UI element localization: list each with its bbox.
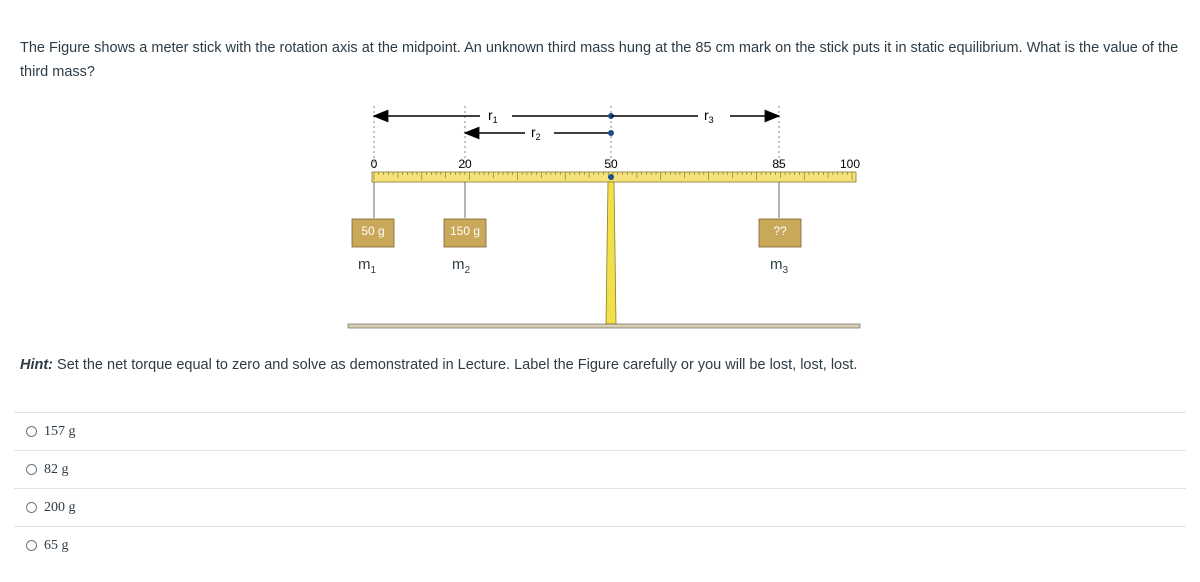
- question-text: The Figure shows a meter stick with the rotation axis at the midpoint. An unknown third mass hung at the 85 cm mark on the stick puts it in static equilibrium. What is the value of the third mass?: [20, 40, 1179, 80]
- r2-label: $r_2$: [531, 124, 541, 142]
- meter-stick-figure: [340, 96, 870, 336]
- answer-option-2[interactable]: [14, 450, 1186, 488]
- answer-option-3[interactable]: [14, 488, 1186, 526]
- answer-label: 157 g: [44, 423, 76, 439]
- r1-label: $r_1$: [488, 107, 498, 125]
- answer-option-1[interactable]: [14, 412, 1186, 450]
- radio-icon[interactable]: [26, 540, 37, 551]
- answer-label: 65 g: [44, 537, 69, 553]
- mass-m2-value: 150 g: [449, 224, 481, 238]
- ruler-mark-20: 20: [458, 157, 472, 171]
- strings: [374, 182, 779, 218]
- answer-label: 200 g: [44, 499, 76, 515]
- mass-m3-value: ??: [773, 224, 787, 238]
- answer-list: [14, 412, 1186, 564]
- answer-option-4[interactable]: [14, 526, 1186, 564]
- ruler-mark-50: 50: [604, 157, 618, 171]
- mass-m1-value: 50 g: [361, 224, 385, 238]
- mass-m1-label: $m_1$: [358, 256, 377, 276]
- ruler-mark-85: 85: [772, 157, 786, 171]
- floor: [348, 324, 860, 328]
- mass-m3-label: $m_3$: [770, 256, 789, 276]
- radio-icon[interactable]: [26, 464, 37, 475]
- hint-text: [20, 355, 857, 375]
- hint-body: Set the net torque equal to zero and solve as demonstrated in Lecture. Label the Figure carefully or you will be lost, lost, lost.: [53, 357, 858, 373]
- hint-label: Hint:: [20, 357, 54, 373]
- mass-m2-label: $m_2$: [452, 256, 471, 276]
- ruler-mark-100: 100: [839, 157, 861, 171]
- ruler-mark-0: 0: [370, 157, 378, 171]
- radio-icon[interactable]: [26, 426, 37, 437]
- meter-stick: [372, 172, 856, 182]
- radio-icon[interactable]: [26, 502, 37, 513]
- r3-label: $r_3$: [704, 107, 714, 125]
- support-stand: [606, 182, 616, 324]
- answer-label: 82 g: [44, 461, 69, 477]
